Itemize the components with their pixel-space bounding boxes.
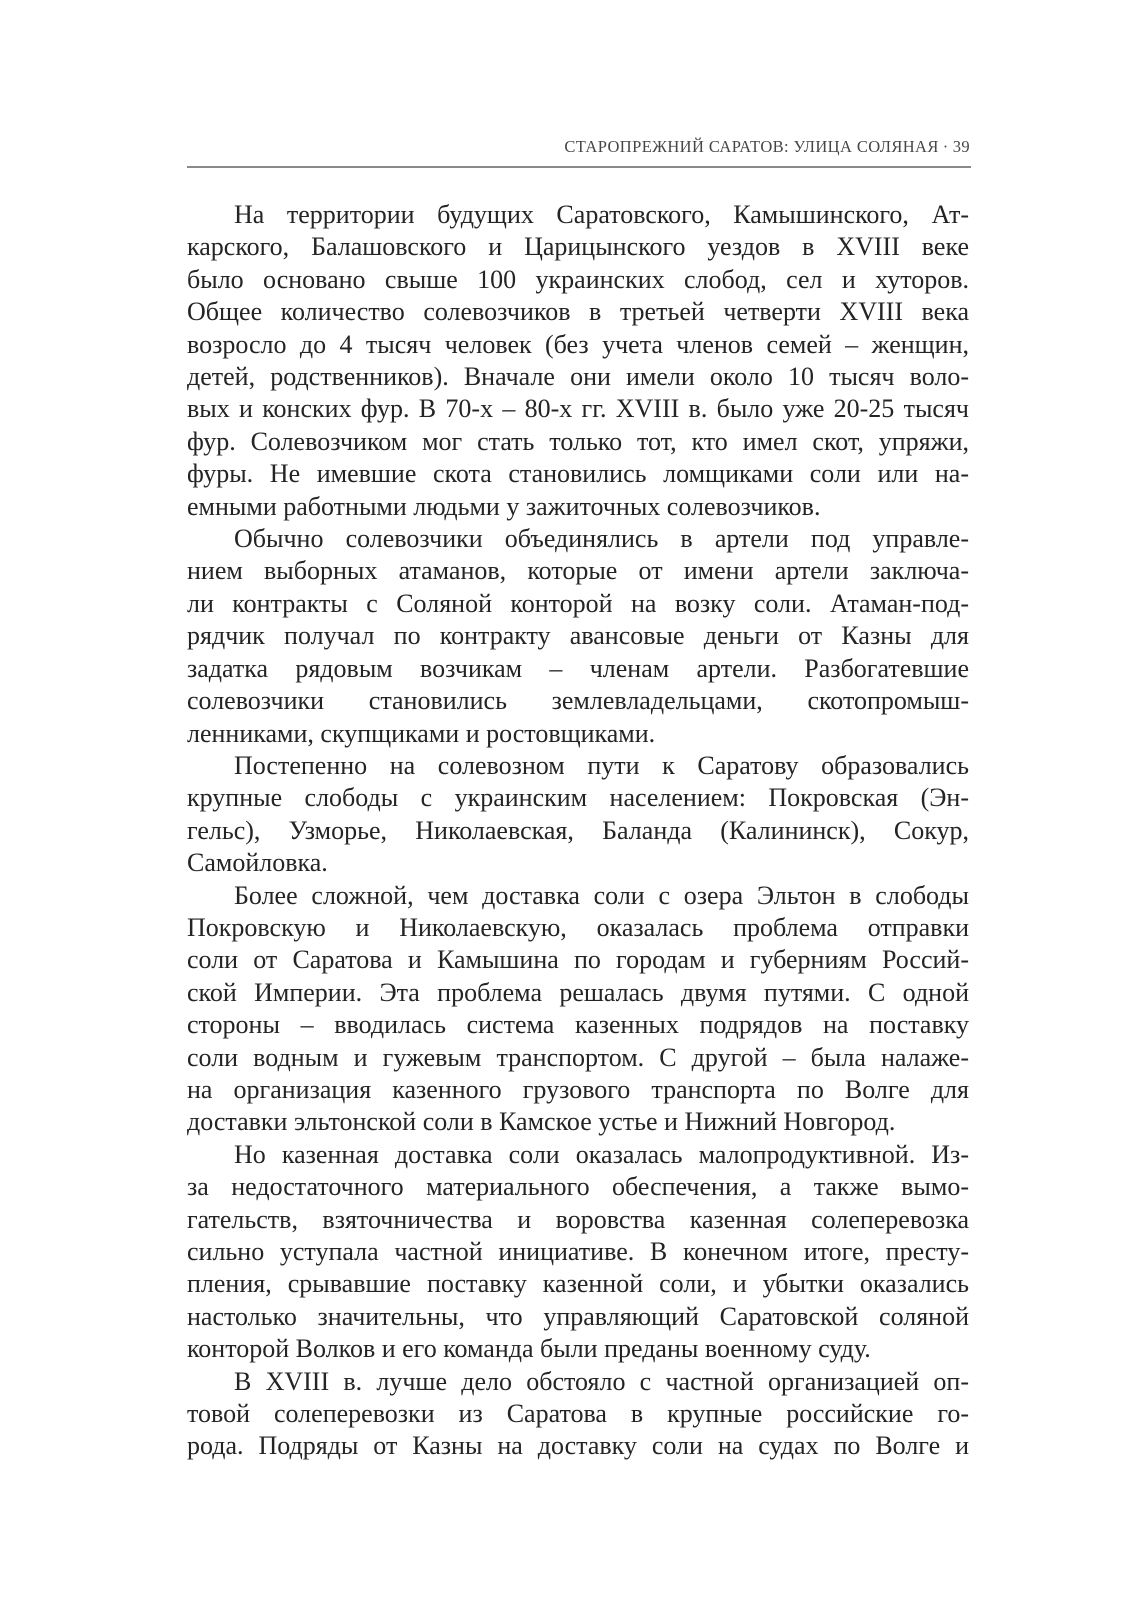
text-line: На территории будущих Саратовского, Камышинского, Ат-	[234, 200, 969, 229]
text-line: Но казенная доставка соли оказалась малопродуктивной. Из-	[234, 1139, 969, 1169]
text-line: товой солеперевозки из Саратова в крупные российские го-	[187, 1399, 969, 1429]
text-line: гельс), Узморье, Николаевская, Баланда (Калининск), Сокур,	[187, 815, 969, 845]
text-line: детей, родственников). Вначале они имели около 10 тысяч воло-	[187, 362, 969, 392]
text-line: солевозчики становились землевладельцами, скотопромыш-	[187, 686, 969, 716]
text-line: Покровскую и Николаевскую, оказалась проблема отправки	[187, 912, 969, 942]
text-line: конторой Волков и его команда были преданы военному суду.	[187, 1334, 871, 1364]
text-line: было основано свыше 100 украинских слобод, сел и хуторов.	[187, 264, 969, 294]
text-line: возросло до 4 тысяч человек (без учета членов семей – женщин,	[187, 329, 969, 359]
text-line: соли водным и гужевым транспортом. С другой – была налаже-	[187, 1042, 969, 1072]
text-line: ленниками, скупщиками и ростовщиками.	[187, 718, 656, 748]
text-line: Обычно солевозчики объединялись в артели под управле-	[234, 524, 969, 554]
text-line: Общее количество солевозчиков в третьей четверти XVIII века	[187, 297, 969, 327]
text-line: гательств, взяточничества и воровства казенная солеперевозка	[187, 1204, 969, 1234]
text-line: пления, срывавшие поставку казенной соли, и убытки оказались	[187, 1269, 969, 1299]
text-line: В XVIII в. лучше дело обстояло с частной организацией оп-	[234, 1366, 969, 1396]
text-line: на организация казенного грузового транспорта по Волге для	[187, 1074, 969, 1104]
body-text	[187, 199, 969, 1463]
text-line: стороны – вводилась система казенных подрядов на поставку	[187, 1010, 969, 1040]
running-title: СТАРОПРЕЖНИЙ САРАТОВ: УЛИЦА СОЛЯНАЯ	[564, 137, 939, 156]
text-line: карского, Балашовского и Царицынского уездов в XVIII веке	[187, 232, 969, 262]
text-line: ли контракты с Соляной конторой на возку соли. Атаман-под-	[187, 588, 969, 618]
text-line: Постепенно на солевозном пути к Саратову образовались	[234, 750, 969, 780]
text-line: рода. Подряды от Казны на доставку соли на судах по Волге и	[187, 1431, 969, 1461]
header-rule	[187, 166, 971, 168]
text-line: задатка рядовым возчикам – членам артели. Разбогатевшие	[187, 653, 969, 683]
text-line: рядчик получал по контракту авансовые деньги от Казны для	[187, 621, 969, 651]
text-line: Самойловка.	[187, 848, 328, 878]
text-line: за недостаточного материального обеспечения, а также вымо-	[187, 1172, 969, 1202]
text-line: Более сложной, чем доставка соли с озера Эльтон в слободы	[234, 880, 969, 910]
text-line: вых и конских фур. В 70-х – 80-х гг. XVIII в. было уже 20-25 тысяч	[187, 394, 969, 424]
text-line: нием выборных атаманов, которые от имени артели заключа-	[187, 556, 969, 586]
text-line: настолько значительны, что управляющий Саратовской соляной	[187, 1301, 969, 1331]
text-line: фур. Солевозчиком мог стать только тот, кто имел скот, упряжи,	[187, 426, 969, 456]
running-head	[187, 137, 970, 157]
text-line: крупные слободы с украинским населением: Покровская (Эн-	[187, 783, 969, 813]
text-line: сильно уступала частной инициативе. В конечном итоге, престу-	[187, 1237, 969, 1266]
header-separator: ·	[942, 137, 949, 156]
text-line: емными работными людьми у зажиточных солевозчиков.	[187, 491, 821, 521]
text-line: фуры. Не имевшие скота становились ломщиками соли или на-	[187, 459, 969, 489]
text-line: соли от Саратова и Камышина по городам и губерниям Россий-	[187, 945, 969, 975]
text-line: доставки эльтонской соли в Камское устье и Нижний Новгород.	[187, 1107, 896, 1137]
text-line: ской Империи. Эта проблема решалась двумя путями. С одной	[187, 977, 969, 1007]
page-number: 39	[952, 137, 970, 156]
